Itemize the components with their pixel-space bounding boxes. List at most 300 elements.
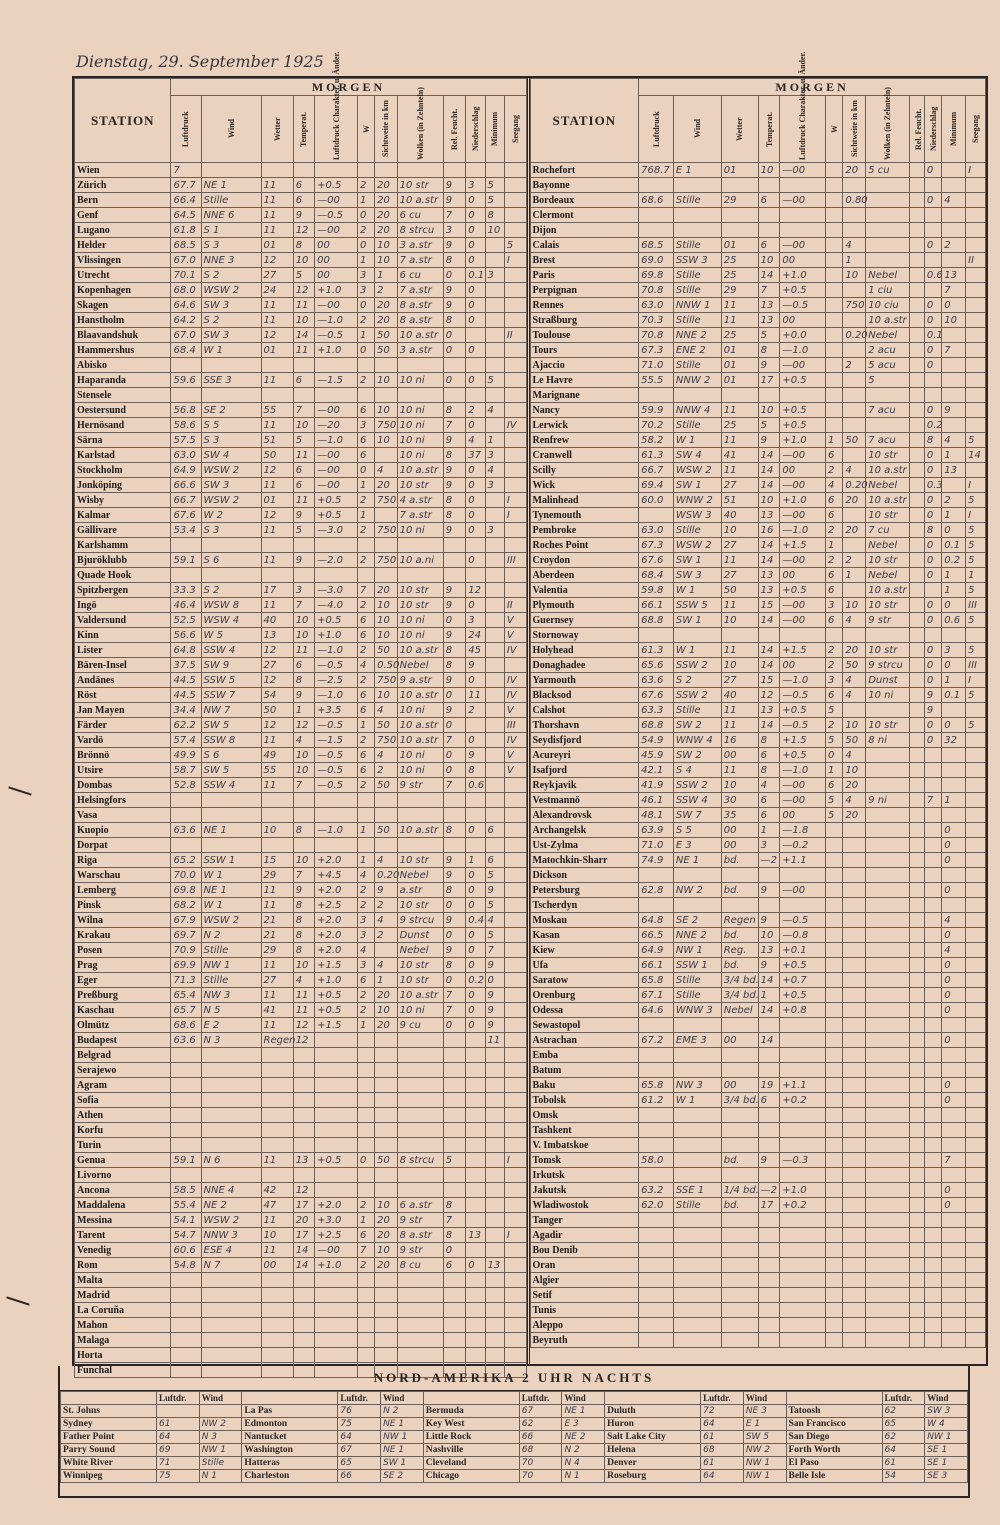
obs-cell: Dunst (866, 673, 909, 688)
obs-cell (909, 223, 924, 238)
obs-cell: 0 (942, 1183, 966, 1198)
obs-cell: 59.9 (639, 403, 674, 418)
obs-cell: 0 (443, 1243, 466, 1258)
obs-cell (909, 313, 924, 328)
obs-cell: E 2 (201, 1018, 261, 1033)
left-col-header-text-5: W (362, 125, 371, 133)
obs-cell (397, 808, 443, 823)
obs-cell: 2 (375, 283, 398, 298)
table-row (530, 208, 986, 223)
obs-cell (358, 388, 375, 403)
obs-cell: 5 (443, 1153, 466, 1168)
obs-cell: 49.9 (171, 748, 201, 763)
table-row (75, 823, 527, 838)
obs-cell (639, 223, 674, 238)
obs-cell (485, 793, 504, 808)
obs-cell: SSW 8 (201, 733, 261, 748)
obs-cell (358, 568, 375, 583)
obs-cell: SW 5 (201, 718, 261, 733)
station-name: Funchal (75, 1363, 171, 1378)
obs-cell (358, 1348, 375, 1363)
table-row (530, 628, 986, 643)
obs-cell (358, 1108, 375, 1123)
obs-cell (397, 388, 443, 403)
obs-cell: 5 (758, 418, 780, 433)
obs-cell: 59.1 (171, 553, 201, 568)
table-row (530, 988, 986, 1003)
obs-cell: +1.0 (780, 1183, 826, 1198)
obs-cell: 0 (466, 238, 485, 253)
obs-cell: 5 (966, 718, 986, 733)
obs-cell (826, 1258, 843, 1273)
obs-cell (466, 1138, 485, 1153)
table-row (530, 1243, 986, 1258)
obs-cell: 10 str (397, 598, 443, 613)
obs-cell (909, 403, 924, 418)
obs-cell (966, 808, 986, 823)
obs-cell (485, 778, 504, 793)
table-row (530, 1288, 986, 1303)
obs-cell: 27 (261, 658, 293, 673)
obs-cell: N 3 (201, 1033, 261, 1048)
station-name: Agram (75, 1078, 171, 1093)
obs-cell: 01 (721, 238, 758, 253)
obs-cell (942, 808, 966, 823)
obs-cell (758, 1288, 780, 1303)
obs-cell (315, 1138, 358, 1153)
na-station-name: Belle Isle (786, 1470, 882, 1483)
obs-cell (315, 163, 358, 178)
obs-cell (466, 1348, 485, 1363)
obs-cell: 11 (293, 988, 314, 1003)
obs-cell: SW 9 (201, 658, 261, 673)
table-row (75, 388, 527, 403)
obs-cell: 9 (758, 433, 780, 448)
station-name: Yarmouth (530, 673, 639, 688)
obs-cell: 10 str (397, 853, 443, 868)
obs-cell (375, 808, 398, 823)
obs-cell (639, 1243, 674, 1258)
station-name: Bern (75, 193, 171, 208)
table-row (530, 1063, 986, 1078)
obs-cell: 2 (358, 178, 375, 193)
obs-cell (466, 1333, 485, 1348)
obs-cell (966, 268, 986, 283)
obs-cell: Stille (673, 523, 721, 538)
obs-cell: 0 (443, 688, 466, 703)
obs-cell: NW 7 (201, 703, 261, 718)
obs-cell (201, 1168, 261, 1183)
obs-cell (171, 1048, 201, 1063)
obs-cell: 0 (466, 313, 485, 328)
obs-cell (485, 553, 504, 568)
obs-cell (843, 1213, 866, 1228)
station-name: Guernsey (530, 613, 639, 628)
obs-cell (780, 1288, 826, 1303)
obs-cell (485, 238, 504, 253)
obs-cell: 7 (443, 1003, 466, 1018)
station-name: Hernösand (75, 418, 171, 433)
obs-cell (485, 718, 504, 733)
table-row (75, 403, 527, 418)
station-name: Bou Denib (530, 1243, 639, 1258)
obs-cell: 50 (261, 703, 293, 718)
obs-cell: 20 (375, 988, 398, 1003)
obs-cell (942, 388, 966, 403)
na-station-name: Duluth (605, 1405, 701, 1418)
right-col-header-8 (909, 96, 924, 163)
obs-cell (443, 1348, 466, 1363)
obs-cell (443, 1123, 466, 1138)
obs-cell (826, 208, 843, 223)
station-name: Tunis (530, 1303, 639, 1318)
obs-cell (504, 283, 526, 298)
obs-cell: 4 (375, 853, 398, 868)
obs-cell: Stille (673, 283, 721, 298)
obs-cell (466, 718, 485, 733)
station-name: Karlshamm (75, 538, 171, 553)
obs-cell: 0 (942, 1003, 966, 1018)
station-name: Malta (75, 1273, 171, 1288)
table-row (530, 1198, 986, 1213)
obs-cell (397, 358, 443, 373)
obs-cell: 48.1 (639, 808, 674, 823)
obs-cell: 10 ni (397, 373, 443, 388)
obs-cell: I (504, 508, 526, 523)
obs-cell (397, 568, 443, 583)
obs-cell: 10 (293, 613, 314, 628)
obs-cell: II (504, 598, 526, 613)
obs-cell: 13 (758, 313, 780, 328)
obs-cell (909, 658, 924, 673)
obs-cell: 66.1 (639, 958, 674, 973)
obs-cell: N 7 (201, 1258, 261, 1273)
table-row (75, 1273, 527, 1288)
obs-cell: 20 (375, 178, 398, 193)
na-pressure: 65 (338, 1457, 381, 1470)
right-half (530, 51, 987, 1364)
obs-cell (924, 1258, 941, 1273)
obs-cell (466, 1198, 485, 1213)
obs-cell: 11 (721, 553, 758, 568)
obs-cell: 7 (293, 868, 314, 883)
obs-cell: +0.5 (315, 508, 358, 523)
table-row (75, 1048, 527, 1063)
table-row (530, 388, 986, 403)
obs-cell: —0.3 (780, 1153, 826, 1168)
obs-cell: S 3 (201, 238, 261, 253)
na-wind-header: Wind (743, 1392, 786, 1405)
obs-cell (171, 538, 201, 553)
obs-cell (466, 1123, 485, 1138)
table-row (75, 493, 527, 508)
obs-cell (866, 1333, 909, 1348)
obs-cell (843, 853, 866, 868)
obs-cell (924, 868, 941, 883)
obs-cell (909, 298, 924, 313)
obs-cell: 9 (443, 178, 466, 193)
station-name: Kuopio (75, 823, 171, 838)
obs-cell (924, 763, 941, 778)
obs-cell: 50 (375, 823, 398, 838)
na-station-name: Nantucket (242, 1431, 338, 1444)
obs-cell (358, 1303, 375, 1318)
obs-cell: 0.1 (942, 688, 966, 703)
obs-cell (924, 958, 941, 973)
obs-cell: IV (504, 418, 526, 433)
obs-cell: —2.5 (315, 673, 358, 688)
obs-cell: 0 (466, 988, 485, 1003)
obs-cell: 2 (466, 703, 485, 718)
obs-cell (758, 1168, 780, 1183)
obs-cell: 7 a.str (397, 508, 443, 523)
obs-cell (397, 1123, 443, 1138)
obs-cell: 7 acu (866, 433, 909, 448)
obs-cell: 29 (261, 943, 293, 958)
obs-cell (358, 1138, 375, 1153)
obs-cell: WSW 2 (201, 493, 261, 508)
obs-cell: 1 (942, 448, 966, 463)
obs-cell (358, 538, 375, 553)
obs-cell: 19 (758, 1078, 780, 1093)
obs-cell: 64.2 (171, 313, 201, 328)
station-name: Dombas (75, 778, 171, 793)
obs-cell (909, 913, 924, 928)
table-row (75, 208, 527, 223)
obs-cell (397, 1063, 443, 1078)
obs-cell: 59.6 (171, 373, 201, 388)
obs-cell (780, 1213, 826, 1228)
station-name: Wisby (75, 493, 171, 508)
obs-cell: 10 a.str (397, 988, 443, 1003)
obs-cell (639, 868, 674, 883)
na-wind: SW 5 (743, 1431, 786, 1444)
obs-cell: bd. (721, 958, 758, 973)
table-row (530, 493, 986, 508)
table-row (75, 613, 527, 628)
station-name: Kaschau (75, 1003, 171, 1018)
obs-cell (843, 178, 866, 193)
obs-cell (826, 1093, 843, 1108)
obs-cell: 11 (721, 313, 758, 328)
obs-cell (466, 1048, 485, 1063)
obs-cell (201, 1063, 261, 1078)
obs-cell (843, 508, 866, 523)
obs-cell (826, 898, 843, 913)
obs-cell: 46.4 (171, 598, 201, 613)
station-name: Tours (530, 343, 639, 358)
obs-cell: NNE 3 (201, 253, 261, 268)
obs-cell: 3 (293, 583, 314, 598)
obs-cell: 8 cu (397, 1258, 443, 1273)
obs-cell (504, 583, 526, 598)
obs-cell (942, 163, 966, 178)
obs-cell (942, 1243, 966, 1258)
obs-cell: 59.1 (171, 1153, 201, 1168)
obs-cell (966, 958, 986, 973)
obs-cell: 27 (721, 673, 758, 688)
obs-cell: 0 (942, 838, 966, 853)
obs-cell: 8 (293, 823, 314, 838)
obs-cell (721, 1228, 758, 1243)
obs-cell: 21 (261, 913, 293, 928)
obs-cell: 9 (443, 853, 466, 868)
obs-cell: 10 ciu (866, 298, 909, 313)
obs-cell: 4 (843, 688, 866, 703)
obs-cell: 0 (924, 673, 941, 688)
obs-cell (942, 373, 966, 388)
table-row (530, 868, 986, 883)
obs-cell (293, 808, 314, 823)
obs-cell (843, 1228, 866, 1243)
table-row (530, 823, 986, 838)
obs-cell: 2 (358, 373, 375, 388)
obs-cell: 63.0 (639, 523, 674, 538)
obs-cell (826, 1318, 843, 1333)
obs-cell: WSW 2 (201, 283, 261, 298)
obs-cell (758, 1243, 780, 1258)
obs-cell: —1.0 (315, 823, 358, 838)
obs-cell (909, 778, 924, 793)
obs-cell: 10 (721, 778, 758, 793)
obs-cell (485, 673, 504, 688)
obs-cell: 9 (466, 748, 485, 763)
na-pressure: 64 (157, 1431, 200, 1444)
obs-cell (942, 223, 966, 238)
obs-cell (171, 1333, 201, 1348)
obs-cell: 2 (826, 658, 843, 673)
obs-cell: 0 (466, 223, 485, 238)
obs-cell (942, 1333, 966, 1348)
obs-cell: 9 (443, 598, 466, 613)
station-name: Brest (530, 253, 639, 268)
obs-cell (358, 1273, 375, 1288)
obs-cell (924, 1303, 941, 1318)
obs-cell: 55 (261, 763, 293, 778)
station-name: Reykjavik (530, 778, 639, 793)
obs-cell: NNW 2 (673, 373, 721, 388)
obs-cell (909, 823, 924, 838)
obs-cell: 5 (966, 493, 986, 508)
obs-cell (397, 538, 443, 553)
obs-cell: 10 (375, 238, 398, 253)
obs-cell (504, 898, 526, 913)
obs-cell: 6 (358, 703, 375, 718)
obs-cell: —1.0 (315, 313, 358, 328)
obs-cell: 20 (843, 643, 866, 658)
obs-cell (201, 538, 261, 553)
obs-cell: 10 (293, 958, 314, 973)
obs-cell: 14 (758, 613, 780, 628)
obs-cell: 2 (375, 928, 398, 943)
obs-cell: 66.7 (639, 463, 674, 478)
obs-cell: SW 7 (673, 808, 721, 823)
obs-cell (942, 628, 966, 643)
obs-cell (966, 1018, 986, 1033)
obs-cell: 6 (293, 193, 314, 208)
obs-cell (924, 1063, 941, 1078)
obs-cell: I (966, 673, 986, 688)
obs-cell: 7 a.str (397, 283, 443, 298)
obs-cell (504, 1033, 526, 1048)
right-col-header-text-5: W (830, 125, 840, 133)
obs-cell: 10 (375, 253, 398, 268)
obs-cell: 768.7 (639, 163, 674, 178)
obs-cell: bd. (721, 883, 758, 898)
obs-cell (443, 793, 466, 808)
obs-cell: +2.0 (315, 943, 358, 958)
obs-cell: 10 (758, 253, 780, 268)
na-pressure: 61 (882, 1457, 925, 1470)
obs-cell: 0 (443, 328, 466, 343)
obs-cell (485, 298, 504, 313)
obs-cell: Nebel (866, 268, 909, 283)
table-row (75, 433, 527, 448)
obs-cell: 2 (358, 988, 375, 1003)
obs-cell (201, 568, 261, 583)
obs-cell (293, 1078, 314, 1093)
obs-cell (909, 703, 924, 718)
na-luftdr-header: Luftdr. (157, 1392, 200, 1405)
obs-cell (843, 1003, 866, 1018)
obs-cell: 8 (443, 643, 466, 658)
obs-cell: —1.0 (315, 688, 358, 703)
obs-cell (909, 1108, 924, 1123)
obs-cell (443, 1288, 466, 1303)
na-wind: SE 2 (381, 1470, 424, 1483)
na-station-name: Father Point (61, 1431, 157, 1444)
obs-cell (909, 1273, 924, 1288)
obs-cell (315, 1123, 358, 1138)
obs-cell: 50 (843, 658, 866, 673)
obs-cell (843, 868, 866, 883)
na-pressure: 62 (519, 1418, 562, 1431)
table-row (530, 853, 986, 868)
obs-cell: 1 (942, 793, 966, 808)
obs-cell (639, 1168, 674, 1183)
obs-cell (942, 253, 966, 268)
station-name: Krakau (75, 928, 171, 943)
obs-cell: 6 (826, 613, 843, 628)
station-name: Alexandrovsk (530, 808, 639, 823)
obs-cell: Stille (201, 973, 261, 988)
table-row (530, 1213, 986, 1228)
obs-cell: 10 a.str (397, 193, 443, 208)
station-name: Bayonne (530, 178, 639, 193)
obs-cell (315, 1078, 358, 1093)
obs-cell: 0.4 (466, 913, 485, 928)
obs-cell: 11 (261, 208, 293, 223)
obs-cell: 12 (293, 1183, 314, 1198)
obs-cell (443, 388, 466, 403)
obs-cell: —00 (315, 478, 358, 493)
obs-cell: 2 (826, 643, 843, 658)
obs-cell: 0 (466, 1258, 485, 1273)
obs-cell: +0.5 (780, 703, 826, 718)
obs-cell (261, 1168, 293, 1183)
na-pressure: 75 (157, 1470, 200, 1483)
obs-cell: +1.5 (780, 643, 826, 658)
obs-cell (966, 208, 986, 223)
obs-cell: +1.5 (780, 538, 826, 553)
obs-cell (843, 958, 866, 973)
obs-cell: 4 (758, 778, 780, 793)
table-row (75, 1123, 527, 1138)
obs-cell (261, 1348, 293, 1363)
obs-cell (826, 958, 843, 973)
obs-cell: —00 (315, 193, 358, 208)
obs-cell: 0 (924, 493, 941, 508)
